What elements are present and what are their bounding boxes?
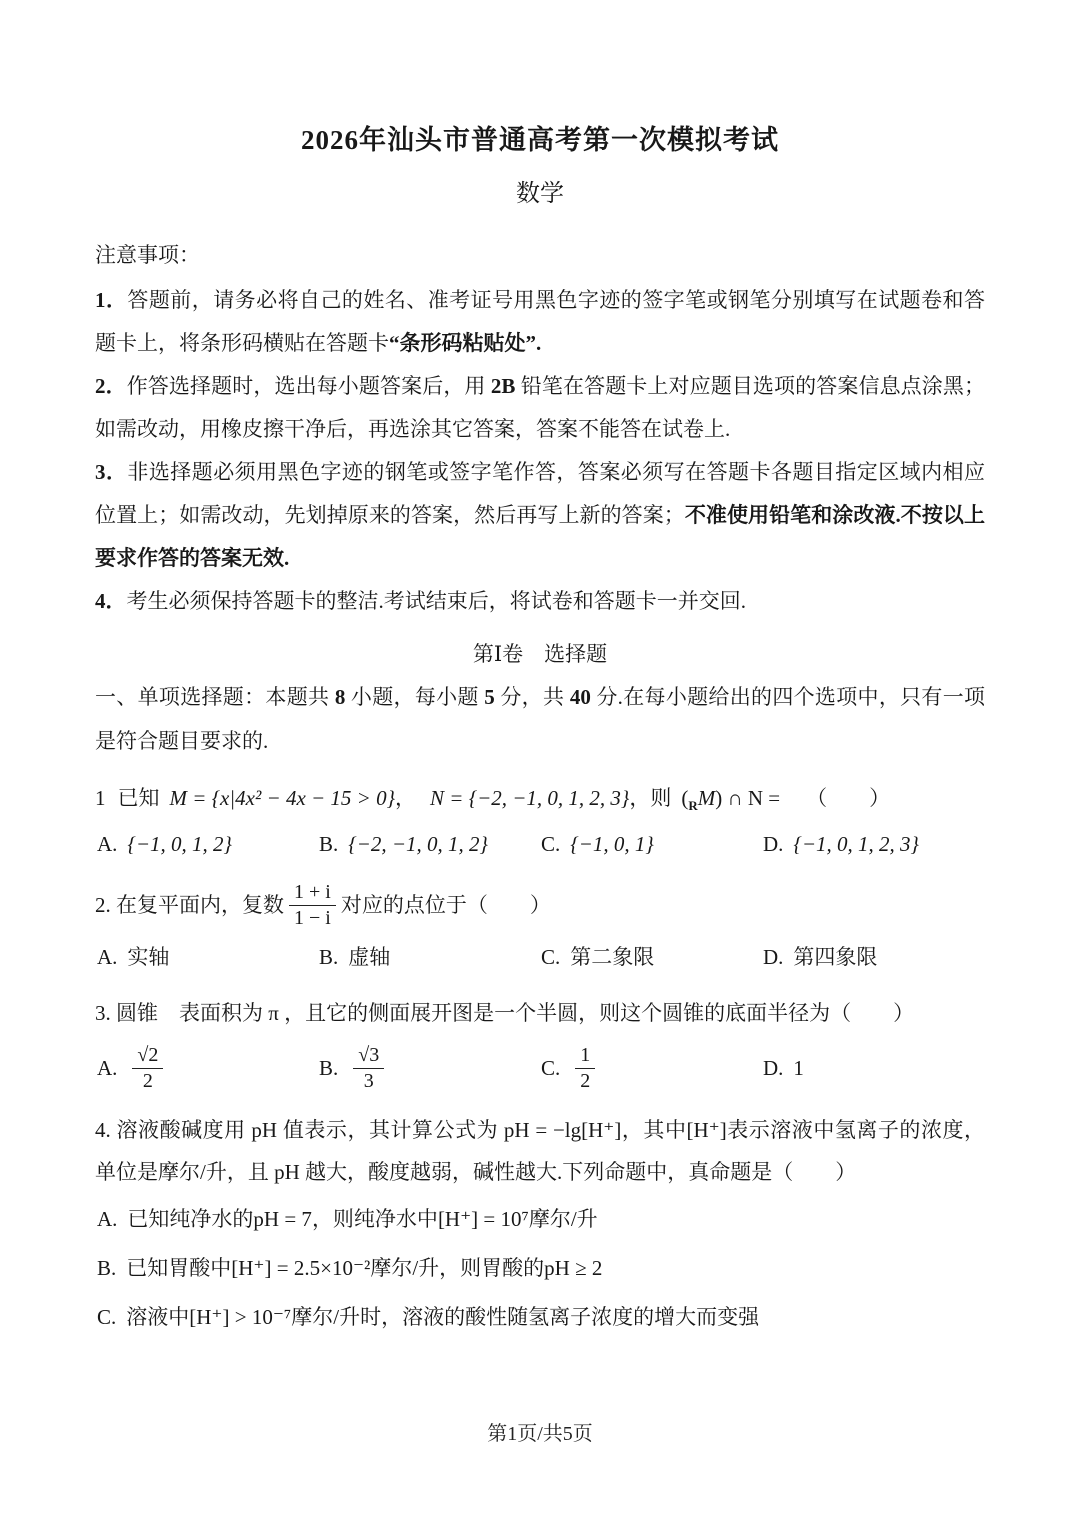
question-2 xyxy=(95,879,985,978)
option-4A-math-a: pH = 7 xyxy=(253,1206,312,1231)
answer-blank: （ ） xyxy=(806,785,891,810)
notice-item-4-text: 考生必须保持答题卡的整洁.考试结束后，将试卷和答题卡一并交回. xyxy=(126,589,746,614)
notice-section xyxy=(95,234,985,623)
section-1-header: 第Ⅰ卷 选择题 xyxy=(472,642,608,667)
question-1-comma: ， xyxy=(395,785,417,810)
question-1-options xyxy=(97,823,985,865)
option-2C xyxy=(541,936,763,978)
option-4A-text-a: 已知纯净水的 xyxy=(127,1206,254,1231)
question-1 xyxy=(95,777,985,865)
option-4B-math-a: [H⁺] = 2.5×10⁻² xyxy=(231,1256,371,1281)
option-2D xyxy=(763,936,985,978)
fraction-denominator: 2 xyxy=(580,1069,591,1092)
complement-subscript-R: R xyxy=(688,797,698,813)
option-2A-label: A. xyxy=(97,944,118,969)
notice-item-2-text-b: 铅笔在答题卡上对应题目选项的答案信息点涂黑；如需改动，用橡皮擦干净后，再选涂其它答案，答案不能答在试卷上. xyxy=(95,374,986,442)
intro-points-total: 40 xyxy=(569,685,591,710)
question-2-options xyxy=(97,936,985,978)
fraction-denominator: 1 − i xyxy=(294,906,331,929)
option-4B-label: B. xyxy=(97,1256,117,1281)
option-4C-text-b: 摩尔/升时，溶液的酸性随氢离子浓度的增大而变强 xyxy=(291,1305,760,1330)
notice-item-1-bold-text: “条形码粘贴处”. xyxy=(389,331,542,356)
option-4C-label: C. xyxy=(97,1305,117,1330)
option-1C-label: C. xyxy=(541,831,561,856)
notice-item-3 xyxy=(95,451,985,580)
option-2B-label: B. xyxy=(319,944,339,969)
notice-item-3-text: 非选择题必须用黑色字迹的钢笔或签字笔作答，答案必须写在答题卡各题目指定区域内相应位置上；如需改动，先划掉原来的答案，然后再写上新的答案； xyxy=(95,460,986,528)
question-1-stem xyxy=(95,777,985,819)
question-1-then: ，则 xyxy=(629,785,672,810)
intersection-expression: ) ∩ N = xyxy=(715,785,781,810)
intro-points-each: 5 xyxy=(484,685,495,710)
h-concentration-symbol: [H⁺] xyxy=(686,1117,727,1142)
notice-item-1-text: 答题前，请务必将自己的姓名、准考证号用黑色字迹的签字笔或钢笔分别填写在试题卷和答题卡上，将条形码横贴在答题卡 xyxy=(95,288,986,356)
question-4-text-c: 表示溶液中氢离子的浓度，单位是摩尔/升，且 pH 越大，酸度越弱，碱性越大.下列命题中，真命题是（ ） xyxy=(95,1117,985,1184)
question-1-text: 已知 xyxy=(117,785,160,810)
option-2B xyxy=(319,936,541,978)
question-2-text-a: 2. 在复平面内，复数 xyxy=(95,893,284,918)
option-4B-math-b: pH ≥ 2 xyxy=(544,1256,603,1281)
option-4B-text-a: 已知胃酸中 xyxy=(126,1256,232,1281)
notice-item-2-bold-text: 2B xyxy=(490,374,516,399)
question-4-text-b: ，其中 xyxy=(621,1117,687,1142)
notice-item-4 xyxy=(95,580,985,623)
option-4C-text-a: 溶液中 xyxy=(126,1305,190,1330)
intro-count: 8 xyxy=(334,685,346,710)
option-4C xyxy=(97,1293,985,1342)
option-1D-value: {−1, 0, 1, 2, 3} xyxy=(793,831,919,856)
notice-item-1 xyxy=(95,279,985,365)
intro-text-b: 小题，每小题 xyxy=(345,685,485,710)
option-2A-value: 实轴 xyxy=(127,944,170,969)
intro-text-d: 分.在每小题给出的四个选项中，只有一项是符合题目要求的. xyxy=(95,685,986,753)
fraction-numerator: 1 xyxy=(575,1044,595,1069)
option-1A xyxy=(97,823,319,865)
option-3C-label: C. xyxy=(541,1056,561,1081)
question-4-stem xyxy=(95,1109,985,1193)
question-1-complement-expression xyxy=(681,777,780,819)
intro-text-a: 一、单项选择题：本题共 xyxy=(95,685,335,710)
option-2D-value: 第四象限 xyxy=(793,944,878,969)
option-2D-label: D. xyxy=(763,944,784,969)
fraction-denominator: 2 xyxy=(142,1069,153,1092)
ph-formula: pH = −lg[H⁺] xyxy=(503,1117,622,1142)
option-3B-fraction xyxy=(353,1044,384,1093)
option-3A xyxy=(97,1042,319,1095)
question-4-options xyxy=(97,1195,985,1343)
exam-subject: 数学 xyxy=(516,181,564,207)
option-4A-label: A. xyxy=(97,1206,118,1231)
notice-item-3-bold-text: 不准使用铅笔和涂改液.不按以上要求作答的答案无效. xyxy=(95,503,985,571)
notice-heading: 注意事项： xyxy=(95,243,200,267)
question-4 xyxy=(95,1109,985,1343)
question-2-text-b: 对应的点位于（ ） xyxy=(340,893,551,918)
question-2-fraction xyxy=(289,881,336,930)
option-4A-text-b: ，则纯净水中 xyxy=(311,1206,438,1231)
option-2A xyxy=(97,936,319,978)
option-1A-value: {−1, 0, 1, 2} xyxy=(127,831,232,856)
notice-item-2 xyxy=(95,365,985,451)
option-1A-label: A. xyxy=(97,831,118,856)
option-1B xyxy=(319,823,541,865)
page-footer: 第1页/共5页 xyxy=(487,1423,593,1445)
option-3C-fraction xyxy=(575,1044,595,1093)
option-3A-label: A. xyxy=(97,1056,118,1081)
option-3B xyxy=(319,1042,541,1095)
section-1-intro xyxy=(95,676,985,762)
fraction-numerator: 1 + i xyxy=(289,881,336,906)
question-4-text-a: 4. 溶液酸碱度用 pH 值表示，其计算公式为 xyxy=(95,1117,504,1142)
option-2C-value: 第二象限 xyxy=(570,944,655,969)
option-4A xyxy=(97,1195,985,1244)
option-1C-value: {−1, 0, 1} xyxy=(570,831,654,856)
fraction-numerator: √2 xyxy=(132,1044,163,1069)
notice-item-4-number: 4． xyxy=(95,589,127,614)
variable-M: M xyxy=(697,785,716,810)
fraction-denominator: 3 xyxy=(363,1069,374,1092)
notice-item-1-number: 1． xyxy=(95,288,128,313)
option-2B-value: 虚轴 xyxy=(348,944,391,969)
notice-item-3-number: 3． xyxy=(95,460,128,485)
question-1-set-M: M = {x|4x² − 4x − 15 > 0} xyxy=(169,785,396,810)
fraction-numerator: √3 xyxy=(353,1044,384,1069)
question-1-set-N: N = {−2, −1, 0, 1, 2, 3} xyxy=(430,785,630,810)
question-2-stem xyxy=(95,879,985,932)
option-2C-label: C. xyxy=(541,944,561,969)
option-3A-fraction xyxy=(132,1044,163,1093)
option-3D-value: 1 xyxy=(793,1056,804,1081)
option-3B-label: B. xyxy=(319,1056,339,1081)
option-3D-label: D. xyxy=(763,1056,784,1081)
question-3-options xyxy=(97,1042,985,1095)
option-4C-math-a: [H⁺] > 10⁻⁷ xyxy=(189,1305,292,1330)
intro-text-c: 分，共 xyxy=(494,685,570,710)
question-3-stem: 3. 圆锥 表面积为 π ，且它的侧面展开图是一个半圆，则这个圆锥的底面半径为（ ） xyxy=(95,1000,915,1025)
notice-item-2-number: 2． xyxy=(95,374,127,399)
paren-open: ( xyxy=(681,785,689,810)
option-4A-math-b: [H⁺] = 10⁷ xyxy=(437,1206,529,1231)
option-1B-label: B. xyxy=(319,831,339,856)
question-3 xyxy=(95,992,985,1095)
option-1D-label: D. xyxy=(763,831,784,856)
option-4B xyxy=(97,1244,985,1293)
option-1C xyxy=(541,823,763,865)
option-1D xyxy=(763,823,985,865)
notice-item-2-text-a: 作答选择题时，选出每小题答案后，用 xyxy=(126,374,491,399)
question-1-number: 1 xyxy=(95,785,106,810)
option-3C xyxy=(541,1042,763,1095)
option-1B-value: {−2, −1, 0, 1, 2} xyxy=(348,831,488,856)
option-4A-text-c: 摩尔/升 xyxy=(528,1206,598,1231)
exam-title: 2026年汕头市普通高考第一次模拟考试 xyxy=(301,125,779,155)
option-4B-text-b: 摩尔/升，则胃酸的 xyxy=(370,1256,545,1281)
option-3D xyxy=(763,1047,985,1089)
